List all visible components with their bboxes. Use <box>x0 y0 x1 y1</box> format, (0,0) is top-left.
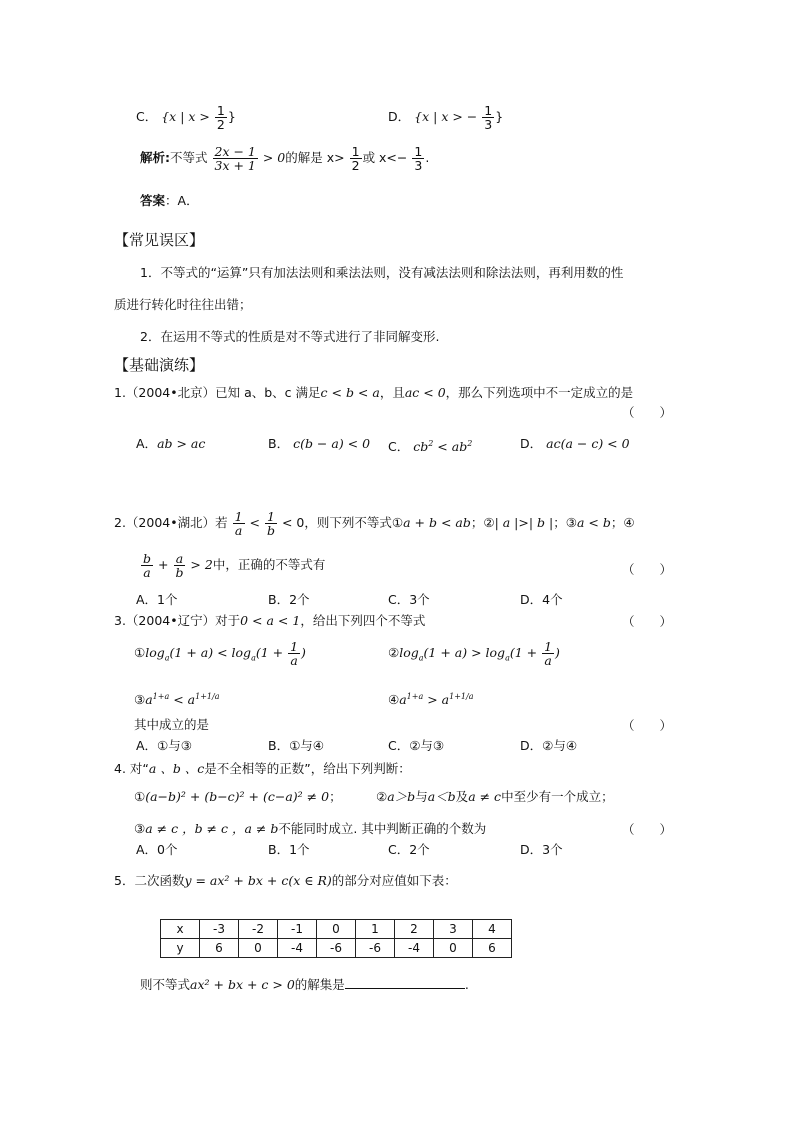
q1-cond: c < b < a <box>320 385 380 400</box>
analysis-label: 解析: <box>140 150 170 165</box>
table-cell: -1 <box>278 920 317 939</box>
answer-line <box>140 192 199 210</box>
answer-blank[interactable] <box>345 976 465 989</box>
q1-option-b: B． c(b − a) < 0 <box>268 436 371 451</box>
q2-stem-c: 中，正确的不等式有 <box>212 557 326 572</box>
q2-frac-2: $\frac{1}{b}$ <box>266 509 275 538</box>
analysis-sol2: $\frac{1}{3}$ <box>414 144 423 173</box>
option-d-close: } <box>495 109 504 124</box>
option-d-expr: {x | x > − <box>414 109 478 124</box>
q1-stem-b: ，且 <box>379 385 405 400</box>
q2-frac-3: $\frac{b}{a}$ <box>143 551 152 580</box>
question-1-stem <box>114 384 633 402</box>
option-d <box>388 104 503 131</box>
question-4-answer-blank: （ ） <box>622 822 673 837</box>
q4-option-a: A．0个 <box>136 842 178 857</box>
option-c-expr: {x | x > <box>161 109 210 124</box>
q2-frac-1: $\frac{1}{a}$ <box>234 509 243 538</box>
table-cell: -6 <box>356 939 395 958</box>
table-cell: -3 <box>200 920 239 939</box>
misconception-item-1: 1．不等式的“运算”只有加法法则和乘法法则，没有减法法则和除法法则，再利用数的性 <box>140 265 624 280</box>
question-2-stem <box>114 510 635 537</box>
option-c-close: } <box>227 109 236 124</box>
option-d-label: D． <box>388 109 411 124</box>
q3-stem-b: ，给出下列四个不等式 <box>300 613 426 628</box>
analysis-ineq: > 0 <box>258 150 286 165</box>
q5-tail: 则不等式ax² + bx + c > 0的解集是 . <box>140 977 469 992</box>
q3-option-c: C．②与③ <box>388 738 445 753</box>
q3-option-a: A．①与③ <box>136 738 192 753</box>
q1-option-a: A．ab > ac <box>136 436 206 451</box>
q2-sep-1: ；② <box>470 515 495 530</box>
table-cell: -4 <box>278 939 317 958</box>
q4-option-b: B．1个 <box>268 842 310 857</box>
q2-option-c: C．3个 <box>388 592 430 607</box>
question-5-stem: 5．二次函数y = ax² + bx + c(x ∈ R)的部分对应值如下表： <box>114 873 457 888</box>
option-c <box>136 104 236 131</box>
q2-option-a: A．1个 <box>136 592 178 607</box>
q3-inequality-1: $①\log_a(1 + a) < \log_a(1$ + $\frac{1}{a}$ ) <box>134 639 306 668</box>
question-2-answer-blank: （ ） <box>622 562 673 577</box>
q2-expr-1: a + b < ab <box>403 515 471 530</box>
q3-inequality-2: $②\log_a(1 + a) > \log_a(1$ + $\frac{1}{a}$ ) <box>388 639 560 668</box>
q4-option-c: C．2个 <box>388 842 430 857</box>
analysis-text: 不等式 <box>170 150 208 165</box>
q2-stem-b: < 0，则下列不等式 <box>278 515 392 530</box>
analysis-or: 或 x<− <box>362 150 408 165</box>
question-3-answer-blank: （ ） <box>622 718 673 733</box>
q3-cond: 0 < a < 1 <box>240 613 301 628</box>
q2-idx-1: ① <box>391 515 404 530</box>
answer-label: 答案 <box>140 193 166 208</box>
question-2-stem-cont <box>140 552 325 579</box>
q3-option-d: D．②与④ <box>520 738 578 753</box>
q2-sep-3: ；④ <box>610 515 635 530</box>
q2-frac-4: $\frac{a}{b}$ <box>175 551 184 580</box>
q1-option-c: C． $cb^2 < ab^2$ <box>388 439 473 455</box>
q2-gt2: > 2 <box>186 557 213 572</box>
table-row-y <box>161 939 512 958</box>
q1-cond2: ac < 0 <box>404 385 446 400</box>
q4-judgment-2: ②a＞b与a＜b及a ≠ c中至少有一个成立； <box>376 789 614 804</box>
q3-tail: 其中成立的是 <box>134 717 210 732</box>
q4-judgment-3: ③a ≠ c ，b ≠ c ，a ≠ b不能同时成立. 其中判断正确的个数为 <box>134 821 487 836</box>
table-cell: 0 <box>317 920 356 939</box>
analysis-text2: 的解是 x> <box>285 150 345 165</box>
question-1-answer-blank: （ ） <box>622 405 673 420</box>
table-cell: -4 <box>395 939 434 958</box>
q1-stem-a: 1.（2004•北京）已知 a、b、c 满足 <box>114 385 321 400</box>
q2-expr-2: | a |>| b | <box>494 515 554 530</box>
analysis-end: . <box>425 150 430 165</box>
option-c-frac: $\frac{1}{2}$ <box>216 103 225 132</box>
value-table <box>160 919 512 958</box>
misconceptions-heading: 【常见误区】 <box>114 231 205 249</box>
table-cell: 4 <box>473 920 512 939</box>
q4-option-d: D．3个 <box>520 842 563 857</box>
q3-option-b: B．①与④ <box>268 738 324 753</box>
table-cell: 1 <box>356 920 395 939</box>
analysis-fraction: $\frac{2x - 1}{3x + 1}$ <box>214 144 256 173</box>
table-cell: -2 <box>239 920 278 939</box>
q2-plus: + <box>154 557 173 572</box>
question-3-stem <box>114 612 425 630</box>
q3-inequality-4: $④a^{1+a} > a^{1+1/a}$ <box>388 692 474 708</box>
table-cell: 3 <box>434 920 473 939</box>
q2-option-b: B．2个 <box>268 592 310 607</box>
table-cell: 2 <box>395 920 434 939</box>
misconception-item-1-cont: 质进行转化时往往出错； <box>114 297 252 312</box>
q3-inequality-3: $③a^{1+a} < a^{1+1/a}$ <box>134 692 220 708</box>
q2-lt: < <box>245 515 264 530</box>
option-c-label: C． <box>136 109 158 124</box>
table-header-y: y <box>161 939 200 958</box>
analysis-sol1: $\frac{1}{2}$ <box>351 144 360 173</box>
table-cell: -6 <box>317 939 356 958</box>
misconception-item-2: 2．在运用不等式的性质是对不等式进行了非同解变形. <box>140 329 440 344</box>
table-cell: 6 <box>473 939 512 958</box>
table-cell: 6 <box>200 939 239 958</box>
q2-expr-3: a < b <box>576 515 611 530</box>
answer-text: ：A． <box>165 193 199 208</box>
q2-option-d: D．4个 <box>520 592 563 607</box>
table-row-x <box>161 920 512 939</box>
table-header-x: x <box>161 920 200 939</box>
q3-stem-a: 3.（2004•辽宁）对于 <box>114 613 241 628</box>
q4-judgment-1: ①(a−b)² + (b−c)² + (c−a)² ≠ 0； <box>134 789 342 804</box>
q1-option-d: D． ac(a − c) < 0 <box>520 436 630 451</box>
practice-heading: 【基础演练】 <box>114 356 205 374</box>
q2-sep-2: ；③ <box>553 515 577 530</box>
table-cell: 0 <box>434 939 473 958</box>
question-3-paren: （ ） <box>622 614 673 629</box>
q1-stem-c: ，那么下列选项中不一定成立的是 <box>445 385 634 400</box>
question-4-stem: 4. 对“a 、b 、c是不全相等的正数”，给出下列判断： <box>114 761 411 776</box>
analysis-line <box>140 145 429 172</box>
table-cell: 0 <box>239 939 278 958</box>
q2-stem-a: 2.（2004•湖北）若 <box>114 515 228 530</box>
option-d-frac: $\frac{1}{3}$ <box>484 103 493 132</box>
